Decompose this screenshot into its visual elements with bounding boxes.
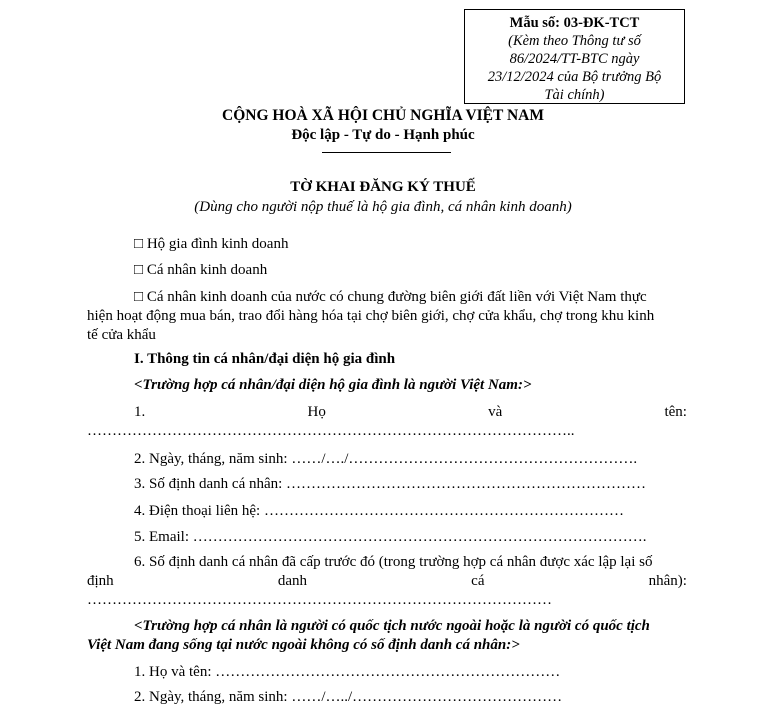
personal-id-field[interactable]: 3. Số định danh cá nhân: ……………………………………………………………… [134,476,647,492]
document-subtitle: (Dùng cho người nộp thuế là hộ gia đình, cá nhân kinh doanh) [194,199,572,215]
form-code-box [464,9,685,104]
nation-heading: CỘNG HOÀ XÃ HỘI CHỦ NGHĨA VIỆT NAM [222,107,544,124]
option-label: Cá nhân kinh doanh [146,262,268,278]
phone-field[interactable]: 4. Điện thoại liên hệ: ……………………………………………………………… [134,503,624,519]
field-label-word: tên: [664,404,687,420]
option-label: Cá nhân kinh doanh của nước có chung đường biên giới đất liền với Việt Nam thực [146,289,647,305]
email-field[interactable]: 5. Email: ………………………………………………………………………………. [134,529,647,545]
form-reference-line: 23/12/2024 của Bộ trưởng Bộ [487,69,662,85]
field-label-word: cá [471,573,485,589]
option-household-business[interactable] [134,236,288,253]
option-label-continuation: tế cửa khẩu [87,327,156,343]
form-reference-line: (Kèm theo Thông tư số [508,33,641,49]
form-reference-line: Tài chính) [544,87,605,103]
previous-id-label-continuation [87,573,687,590]
form-code: Mẫu số: 03-ĐK-TCT [509,15,640,31]
field-label-word: và [488,404,503,420]
motto-underline [322,152,451,153]
option-border-individual-business[interactable] [134,289,647,306]
checkbox-icon[interactable]: □ [134,289,144,305]
checkbox-icon[interactable]: □ [134,236,144,252]
option-label: Hộ gia đình kinh doanh [146,236,289,252]
checkbox-icon[interactable]: □ [134,262,144,278]
section-heading: I. Thông tin cá nhân/đại diện hộ gia đình [134,351,396,367]
form-reference-line: 86/2024/TT-BTC ngày [509,51,640,67]
document-title: TỜ KHAI ĐĂNG KÝ THUẾ [290,179,476,195]
foreign-date-of-birth-field[interactable]: 2. Ngày, tháng, năm sinh: ……/…../…………………………………… [134,689,563,705]
foreign-full-name-field[interactable]: 1. Họ và tên: …………………………………………………………… [134,664,561,680]
field-label-word: nhân): [648,573,687,589]
option-individual-business[interactable] [134,262,267,279]
date-of-birth-field[interactable]: 2. Ngày, tháng, năm sinh: ……/…./…………………………………………………. [134,451,638,467]
option-label-continuation: hiện hoạt động mua bán, trao đổi hàng hóa tại chợ biên giới, chợ cửa khẩu, chợ trong khu kinh [87,308,655,324]
nation-motto: Độc lập - Tự do - Hạnh phúc [291,127,475,143]
case-vietnamese-note: <Trường hợp cá nhân/đại diện hộ gia đình là người Việt Nam:> [134,377,532,393]
field-label-word: danh [277,573,307,589]
previous-id-label: 6. Số định danh cá nhân đã cấp trước đó (trong trường hợp cá nhân được xác lập lại số [134,554,653,570]
case-foreign-note: <Trường hợp cá nhân là người có quốc tịch nước ngoài hoặc là người có quốc tịch [134,618,650,634]
field-full-name-label [134,404,687,421]
previous-id-field[interactable]: ………………………………………………………………………………… [87,592,552,608]
field-number: 1. [134,404,146,420]
field-label-word: Họ [307,404,326,420]
case-foreign-note-continuation: Việt Nam đang sống tại nước ngoài không có số định danh cá nhân:> [87,637,520,653]
field-label-word: định [87,573,114,589]
full-name-field[interactable]: …………………………………………………………………………………….. [87,423,575,439]
